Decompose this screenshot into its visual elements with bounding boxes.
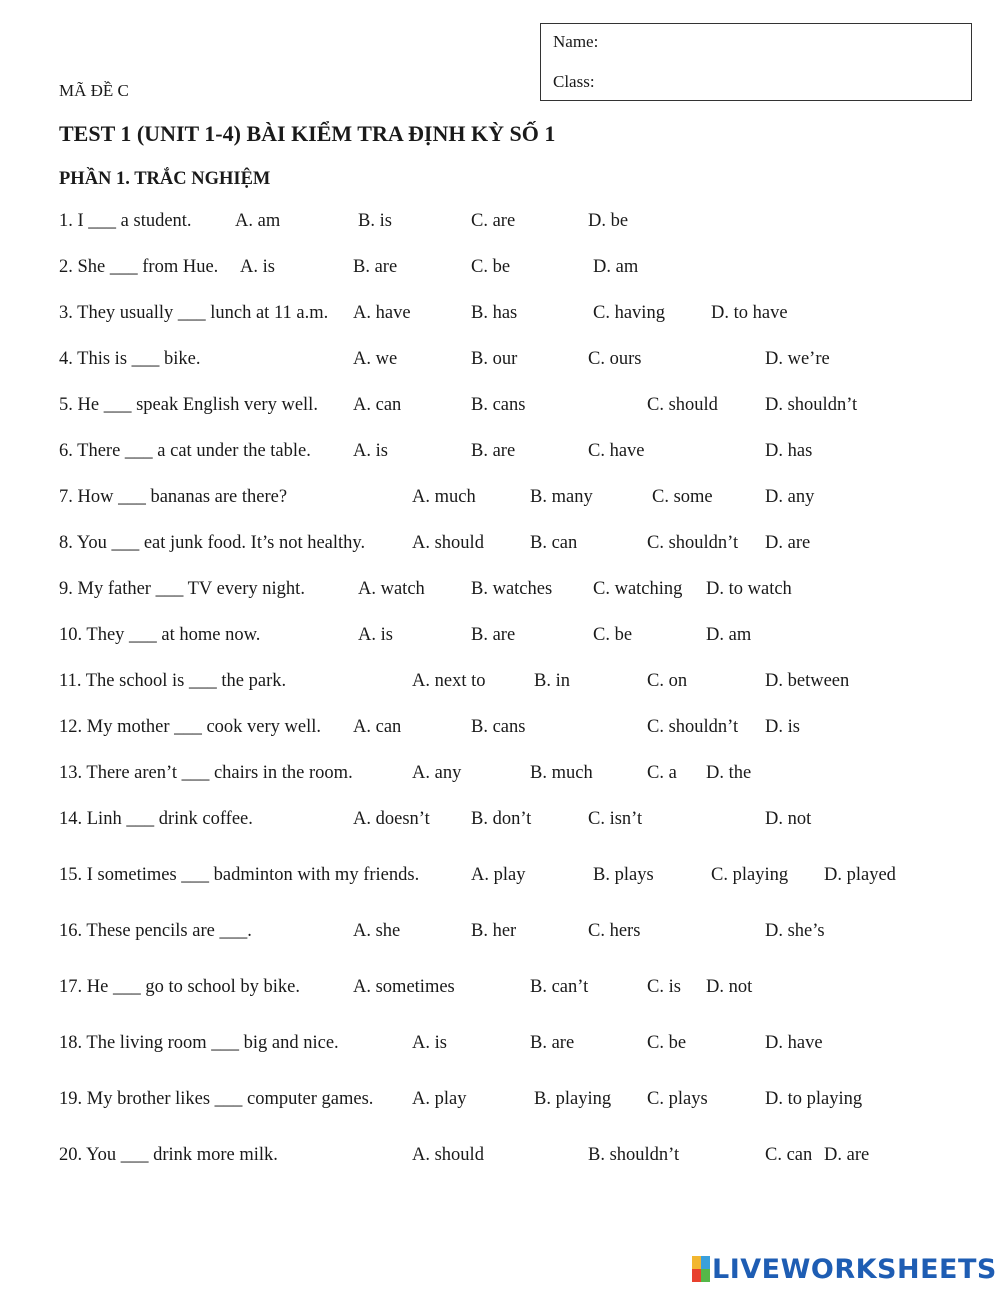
- option-b[interactable]: B. our: [471, 349, 518, 369]
- option-d[interactable]: D. any: [765, 487, 815, 507]
- question-stem: 19. My brother likes ___ computer games.: [59, 1089, 374, 1109]
- option-c[interactable]: C. on: [647, 671, 688, 691]
- option-a[interactable]: A. am: [235, 211, 281, 231]
- option-a[interactable]: A. any: [412, 763, 462, 783]
- question-stem: 1. I ___ a student.: [59, 211, 192, 231]
- option-d[interactable]: D. is: [765, 717, 800, 737]
- option-b[interactable]: B. don’t: [471, 809, 532, 829]
- option-a[interactable]: A. play: [471, 865, 526, 885]
- option-a[interactable]: A. much: [412, 487, 476, 507]
- option-c[interactable]: C. a: [647, 763, 677, 783]
- question-stem: 16. These pencils are ___.: [59, 921, 252, 941]
- question-stem: 2. She ___ from Hue.: [59, 257, 219, 277]
- option-a[interactable]: A. can: [353, 395, 402, 415]
- logo-mark-icon: [692, 1256, 710, 1282]
- question-stem: 8. You ___ eat junk food. It’s not healthy.: [59, 533, 366, 553]
- option-d[interactable]: D. she’s: [765, 921, 825, 941]
- option-b[interactable]: B. has: [471, 303, 518, 323]
- option-a[interactable]: A. watch: [358, 579, 425, 599]
- option-a[interactable]: A. is: [358, 625, 393, 645]
- option-a[interactable]: A. is: [412, 1033, 447, 1053]
- option-c[interactable]: C. ours: [588, 349, 642, 369]
- option-b[interactable]: B. are: [471, 441, 516, 461]
- question-stem: 12. My mother ___ cook very well.: [59, 717, 322, 737]
- option-b[interactable]: B. in: [534, 671, 570, 691]
- option-d[interactable]: D. shouldn’t: [765, 395, 858, 415]
- exam-code: MÃ ĐỀ C: [59, 81, 129, 100]
- question-stem: 11. The school is ___ the park.: [59, 671, 287, 691]
- option-d[interactable]: D. to have: [711, 303, 788, 323]
- question-stem: 20. You ___ drink more milk.: [59, 1145, 278, 1165]
- question-stem: 6. There ___ a cat under the table.: [59, 441, 311, 461]
- option-b[interactable]: B. cans: [471, 717, 526, 737]
- question-stem: 13. There aren’t ___ chairs in the room.: [59, 763, 353, 783]
- option-a[interactable]: A. is: [353, 441, 388, 461]
- option-b[interactable]: B. plays: [593, 865, 654, 885]
- name-label: Name:: [553, 32, 599, 51]
- question-stem: 17. He ___ go to school by bike.: [59, 977, 300, 997]
- option-d[interactable]: D. has: [765, 441, 813, 461]
- question-stem: 5. He ___ speak English very well.: [59, 395, 318, 415]
- option-b[interactable]: B. can’t: [530, 977, 589, 997]
- option-a[interactable]: A. we: [353, 349, 398, 369]
- option-a[interactable]: A. should: [412, 1145, 484, 1165]
- question-stem: 18. The living room ___ big and nice.: [59, 1033, 339, 1053]
- liveworksheets-logo: [692, 1252, 997, 1286]
- option-b[interactable]: B. much: [530, 763, 593, 783]
- option-b[interactable]: B. cans: [471, 395, 526, 415]
- question-stem: 3. They usually ___ lunch at 11 a.m.: [59, 303, 329, 323]
- option-b[interactable]: B. are: [471, 625, 516, 645]
- logo-text: LIVEWORKSHEETS: [712, 1253, 997, 1285]
- option-d[interactable]: D. be: [588, 211, 629, 231]
- option-b[interactable]: B. is: [358, 211, 392, 231]
- page-title: TEST 1 (UNIT 1-4) BÀI KIỂM TRA ĐỊNH KỲ SỐ 1: [59, 121, 556, 146]
- option-a[interactable]: A. should: [412, 533, 484, 553]
- option-d[interactable]: D. we’re: [765, 349, 830, 369]
- student-info-box: [540, 23, 972, 101]
- question-stem: 15. I sometimes ___ badminton with my friends.: [59, 865, 420, 885]
- question-stem: 7. How ___ bananas are there?: [59, 487, 288, 507]
- option-d[interactable]: D. the: [706, 763, 752, 783]
- option-d[interactable]: D. am: [706, 625, 752, 645]
- question-stem: 10. They ___ at home now.: [59, 625, 261, 645]
- option-b[interactable]: B. can: [530, 533, 578, 553]
- option-d[interactable]: D. to playing: [765, 1089, 863, 1109]
- option-d[interactable]: D. not: [765, 809, 812, 829]
- option-d[interactable]: D. not: [706, 977, 753, 997]
- option-b[interactable]: B. many: [530, 487, 593, 507]
- option-c[interactable]: C. some: [652, 487, 713, 507]
- option-d[interactable]: D. am: [593, 257, 639, 277]
- option-c[interactable]: C. is: [647, 977, 681, 997]
- option-a[interactable]: A. is: [240, 257, 275, 277]
- option-b[interactable]: B. shouldn’t: [588, 1145, 680, 1165]
- option-c[interactable]: C. having: [593, 303, 665, 323]
- question-stem: 4. This is ___ bike.: [59, 349, 201, 369]
- option-b[interactable]: B. playing: [534, 1089, 612, 1109]
- option-d[interactable]: D. are: [824, 1145, 870, 1165]
- class-label: Class:: [553, 72, 595, 91]
- option-a[interactable]: A. have: [353, 303, 411, 323]
- option-d[interactable]: D. played: [824, 865, 896, 885]
- option-a[interactable]: A. she: [353, 921, 401, 941]
- option-b[interactable]: B. are: [353, 257, 398, 277]
- option-d[interactable]: D. are: [765, 533, 811, 553]
- option-a[interactable]: A. doesn’t: [353, 809, 430, 829]
- option-c[interactable]: C. can: [765, 1145, 813, 1165]
- option-a[interactable]: A. can: [353, 717, 402, 737]
- option-d[interactable]: D. have: [765, 1033, 823, 1053]
- question-stem: 14. Linh ___ drink coffee.: [59, 809, 253, 829]
- option-c[interactable]: C. be: [647, 1033, 687, 1053]
- option-c[interactable]: C. plays: [647, 1089, 708, 1109]
- option-c[interactable]: C. isn’t: [588, 809, 643, 829]
- option-c[interactable]: C. hers: [588, 921, 641, 941]
- option-c[interactable]: C. watching: [593, 579, 683, 599]
- option-a[interactable]: A. sometimes: [353, 977, 455, 997]
- option-d[interactable]: D. to watch: [706, 579, 792, 599]
- option-c[interactable]: C. shouldn’t: [647, 533, 739, 553]
- option-c[interactable]: C. shouldn’t: [647, 717, 739, 737]
- option-c[interactable]: C. are: [471, 211, 516, 231]
- option-b[interactable]: B. her: [471, 921, 517, 941]
- option-c[interactable]: C. be: [471, 257, 511, 277]
- option-c[interactable]: C. have: [588, 441, 645, 461]
- option-b[interactable]: B. are: [530, 1033, 575, 1053]
- option-b[interactable]: B. watches: [471, 579, 553, 599]
- option-a[interactable]: A. next to: [412, 671, 486, 691]
- question-stem: 9. My father ___ TV every night.: [59, 579, 305, 599]
- option-a[interactable]: A. play: [412, 1089, 467, 1109]
- section-heading: PHẦN 1. TRẮC NGHIỆM: [59, 169, 271, 189]
- option-c[interactable]: C. be: [593, 625, 633, 645]
- option-c[interactable]: C. playing: [711, 865, 789, 885]
- option-c[interactable]: C. should: [647, 395, 718, 415]
- option-d[interactable]: D. between: [765, 671, 850, 691]
